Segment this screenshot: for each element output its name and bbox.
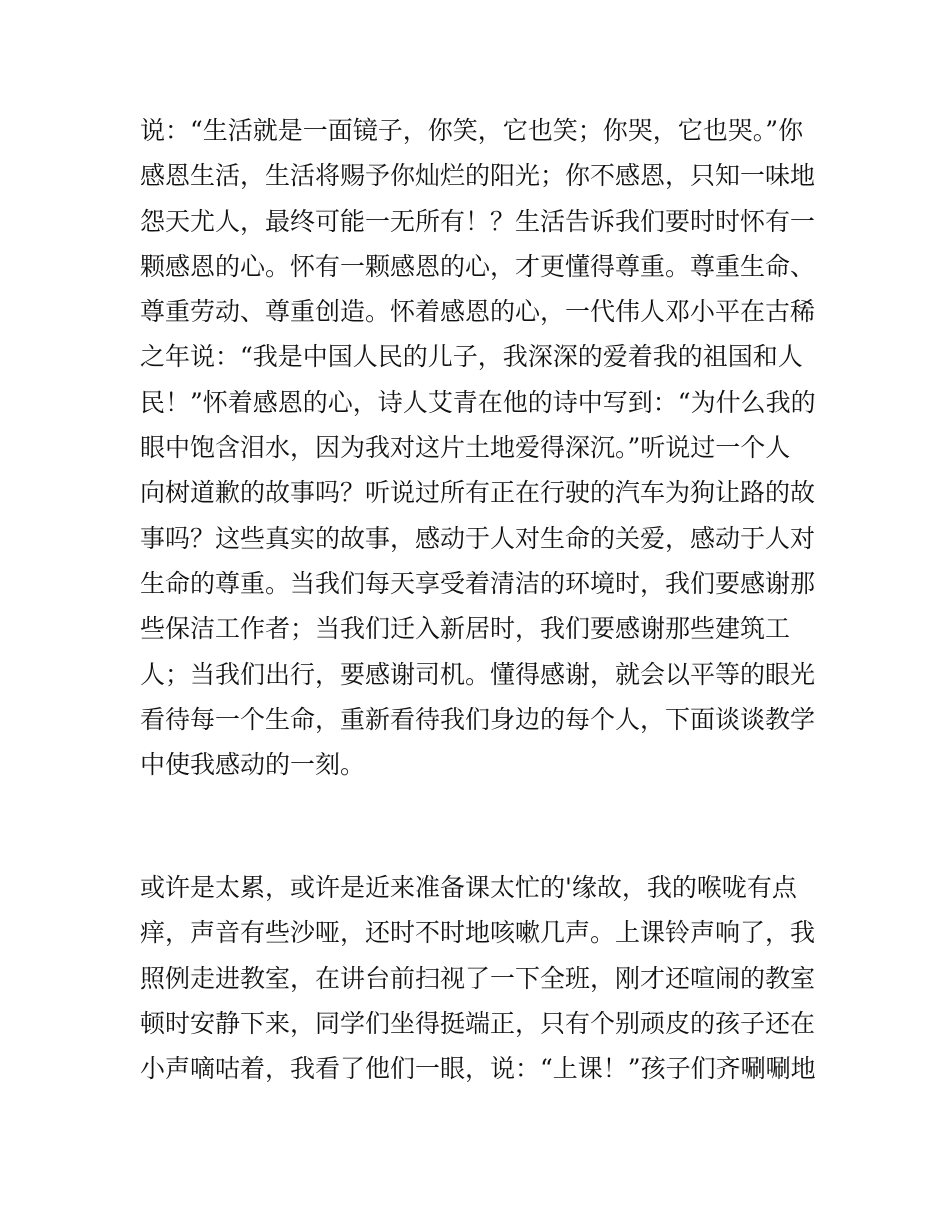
text-line: 顿时安静下来，同学们坐得挺端正，只有个别顽皮的孩子还在 [140,1008,816,1038]
text-line: 或许是太累，或许是近来准备课太忙的'缘故，我的喉咙有点 [140,873,797,902]
text-line: 生命的尊重。当我们每天享受着清洁的环境时，我们要感谢那 [140,568,816,598]
text-line: 痒，声音有些沙哑，还时不时地咳嗽几声。上课铃声响了，我 [140,918,816,948]
text-line: 感恩生活，生活将赐予你灿烂的阳光；你不感恩，只知一味地 [140,161,816,191]
text-line: 怨天尤人，最终可能一无所有！？生活告诉我们要时时怀有一 [140,206,816,236]
text-line: 小声嘀咕着，我看了他们一眼，说：“上课！”孩子们齐唰唰地 [140,1054,816,1084]
text-line: 眼中饱含泪水，因为我对这片土地爱得深沉。”听说过一个人 [140,433,791,463]
text-line: 人；当我们出行，要感谢司机。懂得感谢，就会以平等的眼光 [140,659,816,689]
text-line: 颗感恩的心。怀有一颗感恩的心，才更懂得尊重。尊重生命、 [140,251,816,281]
text-line: 民！”怀着感恩的心，诗人艾青在他的诗中写到：“为什么我的 [140,387,816,417]
paragraph-2 [140,865,820,1091]
text-line: 之年说：“我是中国人民的儿子，我深深的爱着我的祖国和人 [140,342,803,372]
text-line: 说：“生活就是一面镜子，你笑，它也笑；你哭，它也哭。”你 [140,116,804,145]
text-line: 照例走进教室，在讲台前扫视了一下全班，刚才还喧闹的教室 [140,963,816,993]
text-line: 中使我感动的一刻。 [140,750,366,780]
text-line: 事吗？这些真实的故事，感动于人对生命的关爱，感动于人对 [140,523,816,553]
text-line: 些保洁工作者；当我们迁入新居时，我们要感谢那些建筑工 [140,614,791,644]
text-line: 看待每一个生命，重新看待我们身边的每个人，下面谈谈教学 [140,704,816,734]
text-line: 尊重劳动、尊重创造。怀着感恩的心，一代伟人邓小平在古稀 [140,297,816,327]
paragraph-1 [140,108,820,787]
text-line: 向树道歉的故事吗？听说过所有正在行驶的汽车为狗让路的故 [140,478,816,508]
